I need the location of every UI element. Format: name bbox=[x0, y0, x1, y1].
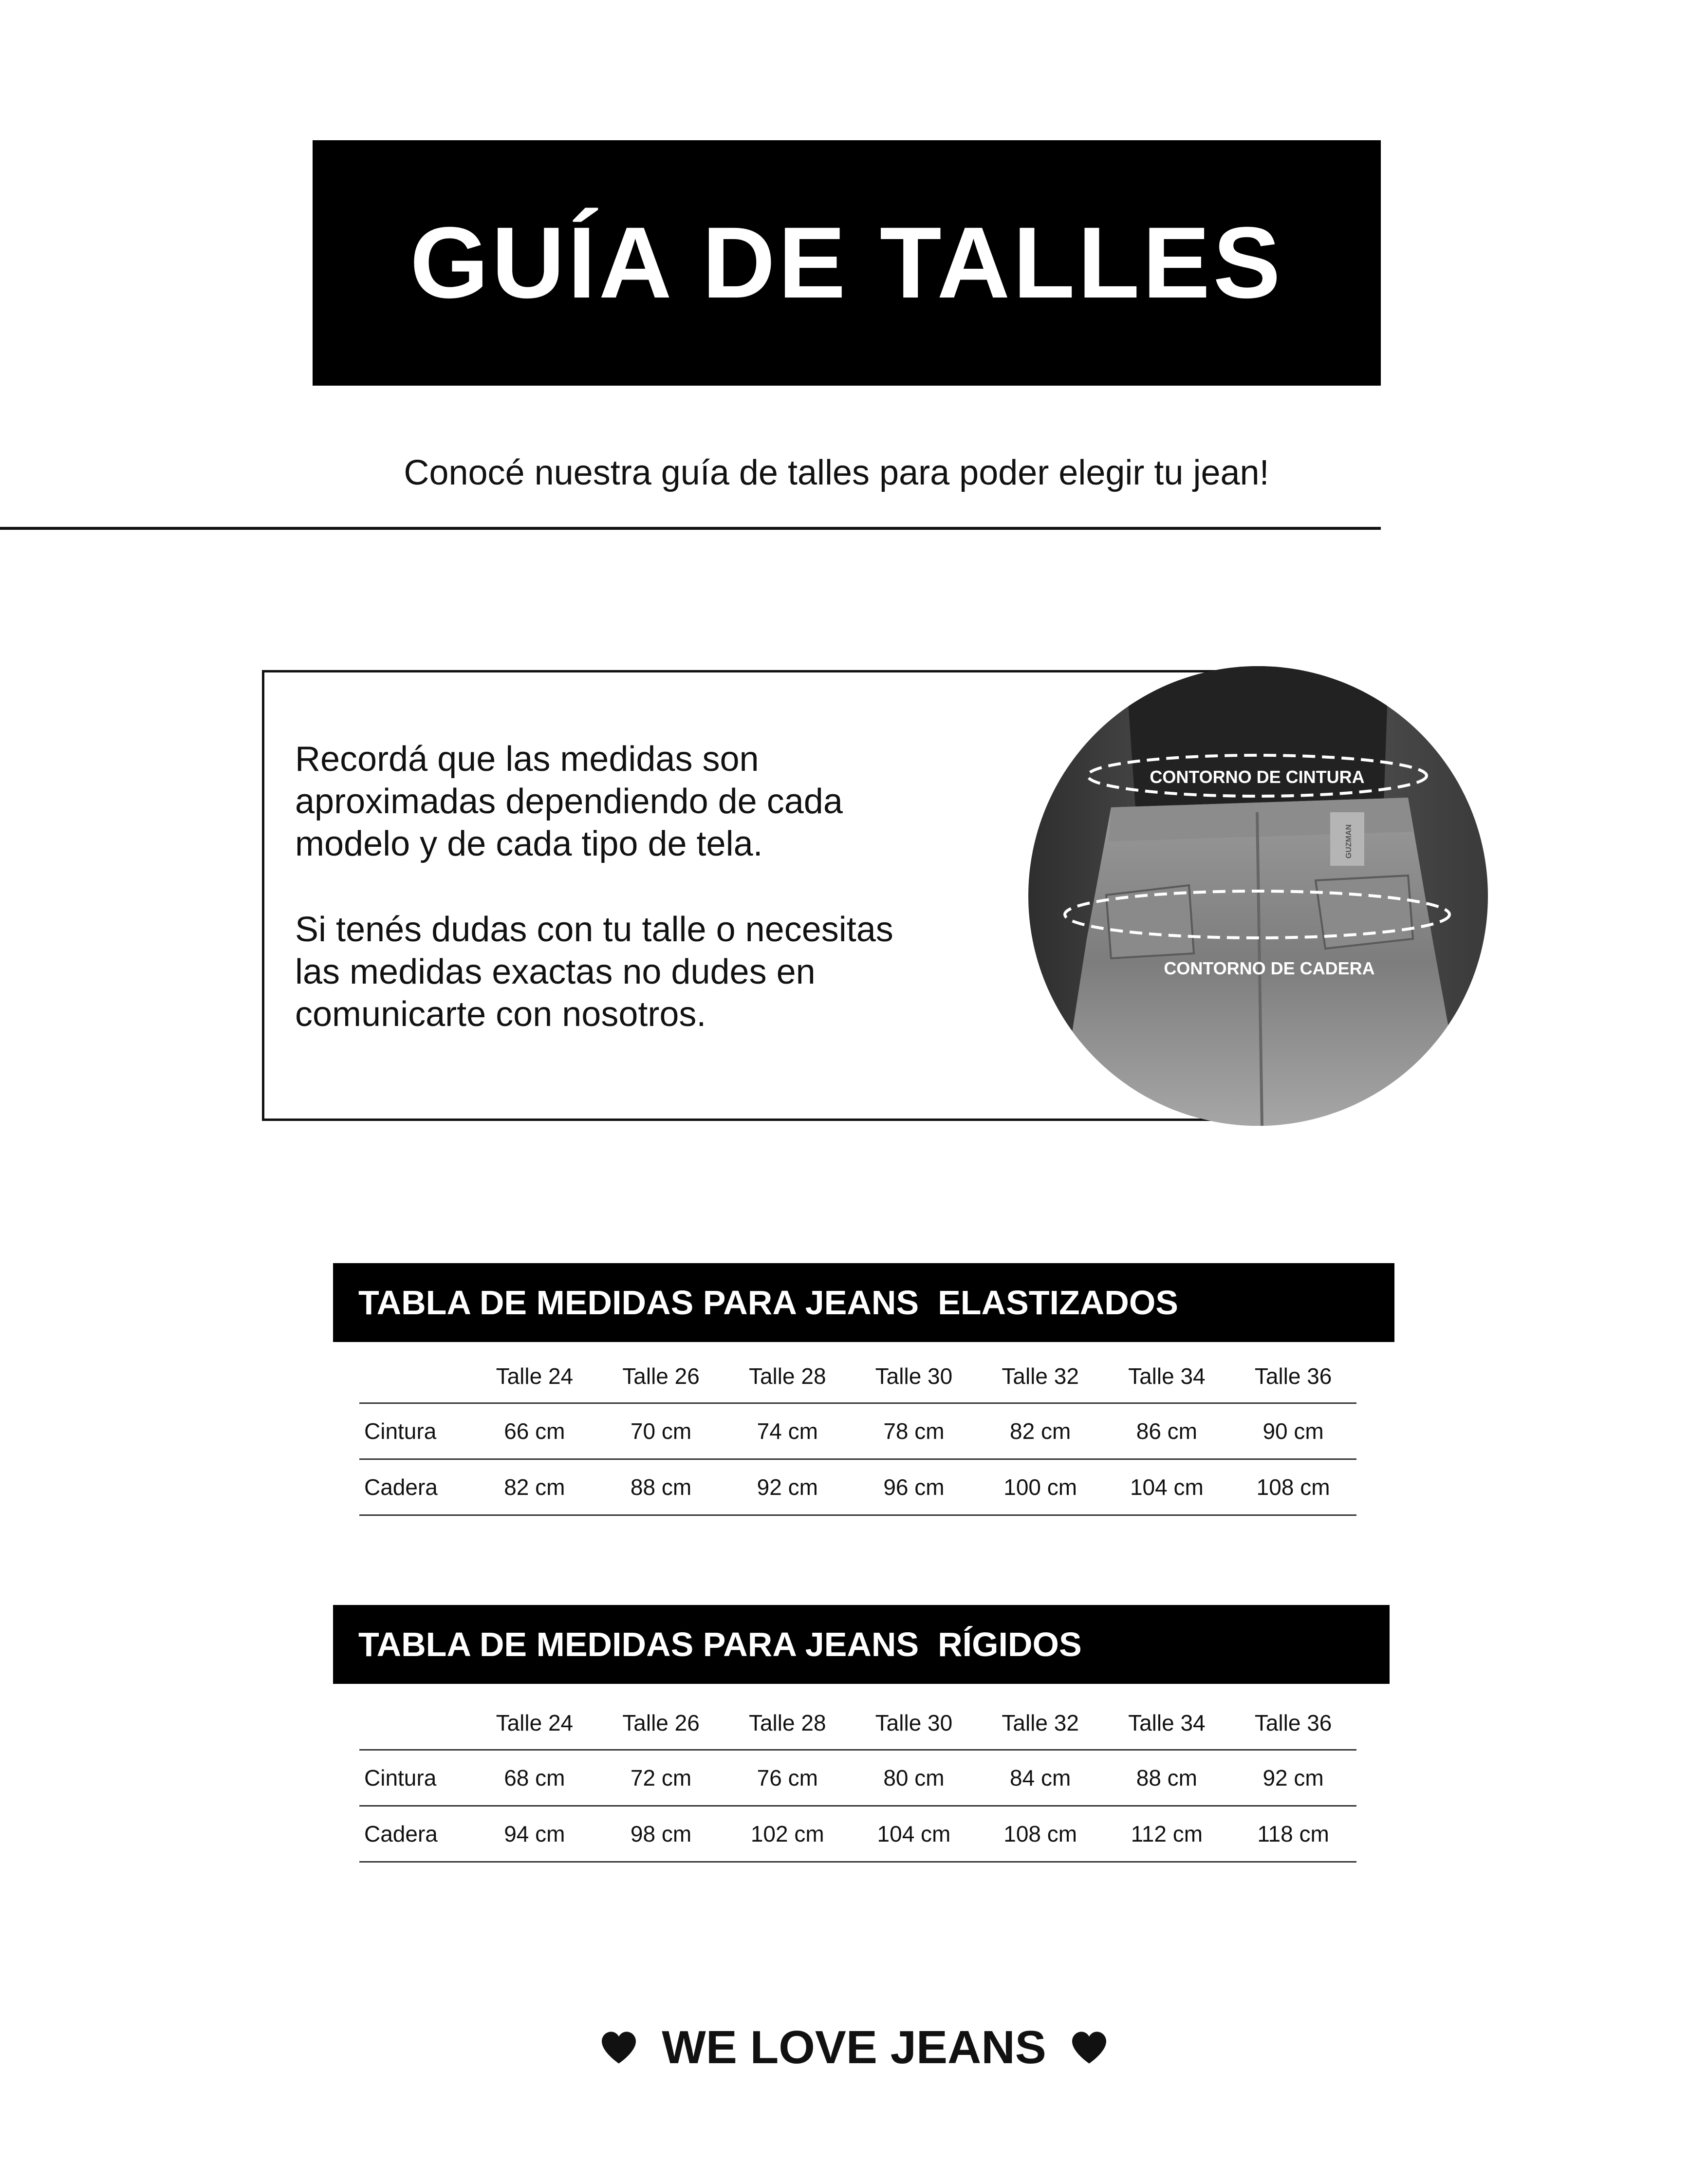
table-cell: 102 cm bbox=[724, 1806, 851, 1862]
table-cell: 84 cm bbox=[977, 1750, 1104, 1806]
table-row bbox=[359, 1459, 1356, 1515]
column-header: Talle 26 bbox=[598, 1697, 724, 1750]
table-cell: 108 cm bbox=[1230, 1459, 1356, 1515]
footer-text: WE LOVE JEANS bbox=[662, 2021, 1046, 2073]
table-rigid-title: TABLA DE MEDIDAS PARA JEANS RÍGIDOS bbox=[333, 1605, 1390, 1684]
footer bbox=[0, 2021, 1708, 2074]
table-row bbox=[359, 1403, 1356, 1459]
hip-label: CONTORNO DE CADERA bbox=[1164, 958, 1375, 978]
column-header: Talle 24 bbox=[471, 1697, 598, 1750]
column-header: Talle 34 bbox=[1104, 1350, 1230, 1403]
table-cell: 78 cm bbox=[851, 1403, 977, 1459]
table-cell: 108 cm bbox=[977, 1806, 1104, 1862]
heart-icon bbox=[1071, 2031, 1108, 2065]
table-cell: 82 cm bbox=[471, 1459, 598, 1515]
column-header: Talle 34 bbox=[1104, 1697, 1230, 1750]
table-cell: 90 cm bbox=[1230, 1403, 1356, 1459]
row-label: Cadera bbox=[359, 1806, 471, 1862]
info-paragraph-2: Si tenés dudas con tu talle o necesitas las medidas exactas no dudes en comunicarte con nosotros. bbox=[295, 910, 893, 1034]
table-cell: 88 cm bbox=[598, 1459, 724, 1515]
table-corner bbox=[359, 1697, 471, 1750]
table-cell: 104 cm bbox=[851, 1806, 977, 1862]
table-row bbox=[359, 1750, 1356, 1806]
table-cell: 74 cm bbox=[724, 1403, 851, 1459]
column-header: Talle 26 bbox=[598, 1350, 724, 1403]
table-cell: 72 cm bbox=[598, 1750, 724, 1806]
table-cell: 66 cm bbox=[471, 1403, 598, 1459]
table-cell: 94 cm bbox=[471, 1806, 598, 1862]
row-label: Cintura bbox=[359, 1403, 471, 1459]
size-table-rigid bbox=[359, 1697, 1356, 1863]
page-title: GUÍA DE TALLES bbox=[409, 206, 1284, 319]
table-cell: 76 cm bbox=[724, 1750, 851, 1806]
table-stretch-title: TABLA DE MEDIDAS PARA JEANS ELASTIZADOS bbox=[333, 1263, 1394, 1342]
divider bbox=[0, 527, 1381, 530]
column-header: Talle 28 bbox=[724, 1697, 851, 1750]
table-row bbox=[359, 1806, 1356, 1862]
jeans-measurement-photo bbox=[1028, 666, 1488, 1126]
row-label: Cadera bbox=[359, 1459, 471, 1515]
brand-tag-label: GUZMAN bbox=[1345, 824, 1353, 859]
table-cell: 82 cm bbox=[977, 1403, 1104, 1459]
column-header: Talle 30 bbox=[851, 1697, 977, 1750]
waist-label: CONTORNO DE CINTURA bbox=[1150, 767, 1365, 787]
column-header: Talle 24 bbox=[471, 1350, 598, 1403]
table-cell: 80 cm bbox=[851, 1750, 977, 1806]
column-header: Talle 28 bbox=[724, 1350, 851, 1403]
table-cell: 104 cm bbox=[1104, 1459, 1230, 1515]
heart-icon bbox=[600, 2031, 637, 2065]
table-cell: 98 cm bbox=[598, 1806, 724, 1862]
subtitle: Conocé nuestra guía de talles para poder elegir tu jean! bbox=[404, 453, 1269, 492]
table-cell: 92 cm bbox=[724, 1459, 851, 1515]
table-cell: 96 cm bbox=[851, 1459, 977, 1515]
table-cell: 88 cm bbox=[1104, 1750, 1230, 1806]
table-cell: 118 cm bbox=[1230, 1806, 1356, 1862]
column-header: Talle 30 bbox=[851, 1350, 977, 1403]
size-table-stretch bbox=[359, 1350, 1356, 1516]
table-cell: 86 cm bbox=[1104, 1403, 1230, 1459]
column-header: Talle 36 bbox=[1230, 1350, 1356, 1403]
column-header: Talle 32 bbox=[977, 1350, 1104, 1403]
info-paragraph-1: Recordá que las medidas son aproximadas dependiendo de cada modelo y de cada tipo de tela. bbox=[295, 740, 843, 863]
table-cell: 100 cm bbox=[977, 1459, 1104, 1515]
table-corner bbox=[359, 1350, 471, 1403]
table-cell: 92 cm bbox=[1230, 1750, 1356, 1806]
row-label: Cintura bbox=[359, 1750, 471, 1806]
table-cell: 68 cm bbox=[471, 1750, 598, 1806]
table-cell: 112 cm bbox=[1104, 1806, 1230, 1862]
table-cell: 70 cm bbox=[598, 1403, 724, 1459]
title-banner bbox=[313, 140, 1381, 386]
column-header: Talle 36 bbox=[1230, 1697, 1356, 1750]
column-header: Talle 32 bbox=[977, 1697, 1104, 1750]
